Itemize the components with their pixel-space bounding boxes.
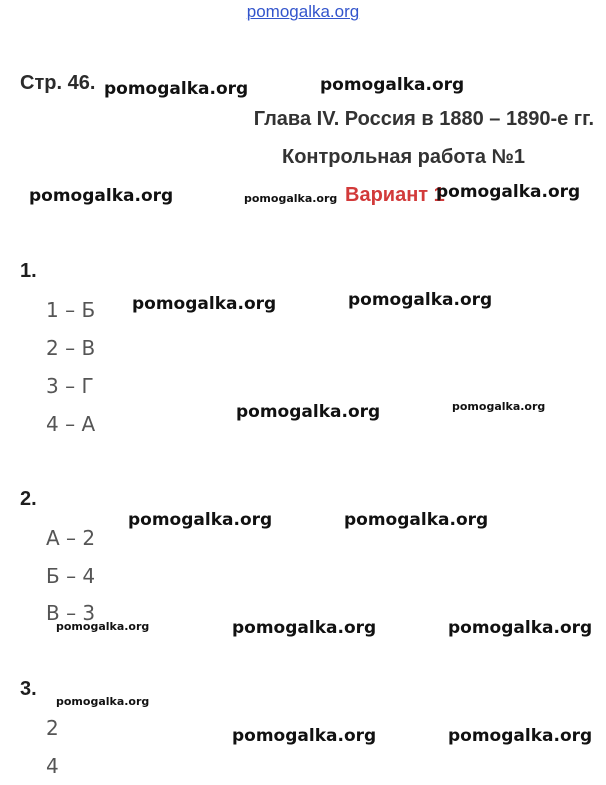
watermark: pomogalka.org [436, 182, 581, 202]
question-1-answer-1: 1 – Б [46, 298, 96, 322]
question-3-answer-1: 2 [46, 716, 59, 740]
watermark: pomogalka.org [232, 726, 377, 746]
question-3-answer-2: 4 [46, 754, 59, 778]
watermark: pomogalka.org [56, 620, 150, 633]
watermark: pomogalka.org [104, 79, 249, 99]
watermark: pomogalka.org [344, 510, 489, 530]
watermark: pomogalka.org [56, 695, 150, 708]
question-1-answer-4: 4 – А [46, 412, 96, 436]
variant-label: Вариант 1 [345, 184, 445, 206]
watermark: pomogalka.org [29, 186, 174, 206]
watermark: pomogalka.org [348, 290, 493, 310]
test-title: Контрольная работа №1 [282, 146, 525, 168]
question-2-answer-2: Б – 4 [46, 564, 96, 588]
watermark: pomogalka.org [232, 618, 377, 638]
watermark: pomogalka.org [452, 400, 546, 413]
watermark: pomogalka.org [236, 402, 381, 422]
question-1-answer-3: 3 – Г [46, 374, 94, 398]
watermark: pomogalka.org [132, 294, 277, 314]
question-2-answer-1: А – 2 [46, 526, 96, 550]
chapter-title: Глава IV. Россия в 1880 – 1890-е гг. [253, 108, 594, 130]
site-header-link[interactable]: pomogalka.org [246, 2, 360, 21]
question-1-number: 1. [20, 260, 37, 282]
watermark: pomogalka.org [448, 618, 593, 638]
question-2-answer-3: В – 3 [46, 601, 96, 625]
watermark: pomogalka.org [128, 510, 273, 530]
question-2-number: 2. [20, 488, 37, 510]
watermark: pomogalka.org [448, 726, 593, 746]
page-number: Стр. 46. [20, 72, 96, 94]
question-1-answer-2: 2 – В [46, 336, 96, 360]
watermark: pomogalka.org [320, 75, 465, 95]
question-3-number: 3. [20, 678, 37, 700]
watermark: pomogalka.org [244, 192, 338, 205]
